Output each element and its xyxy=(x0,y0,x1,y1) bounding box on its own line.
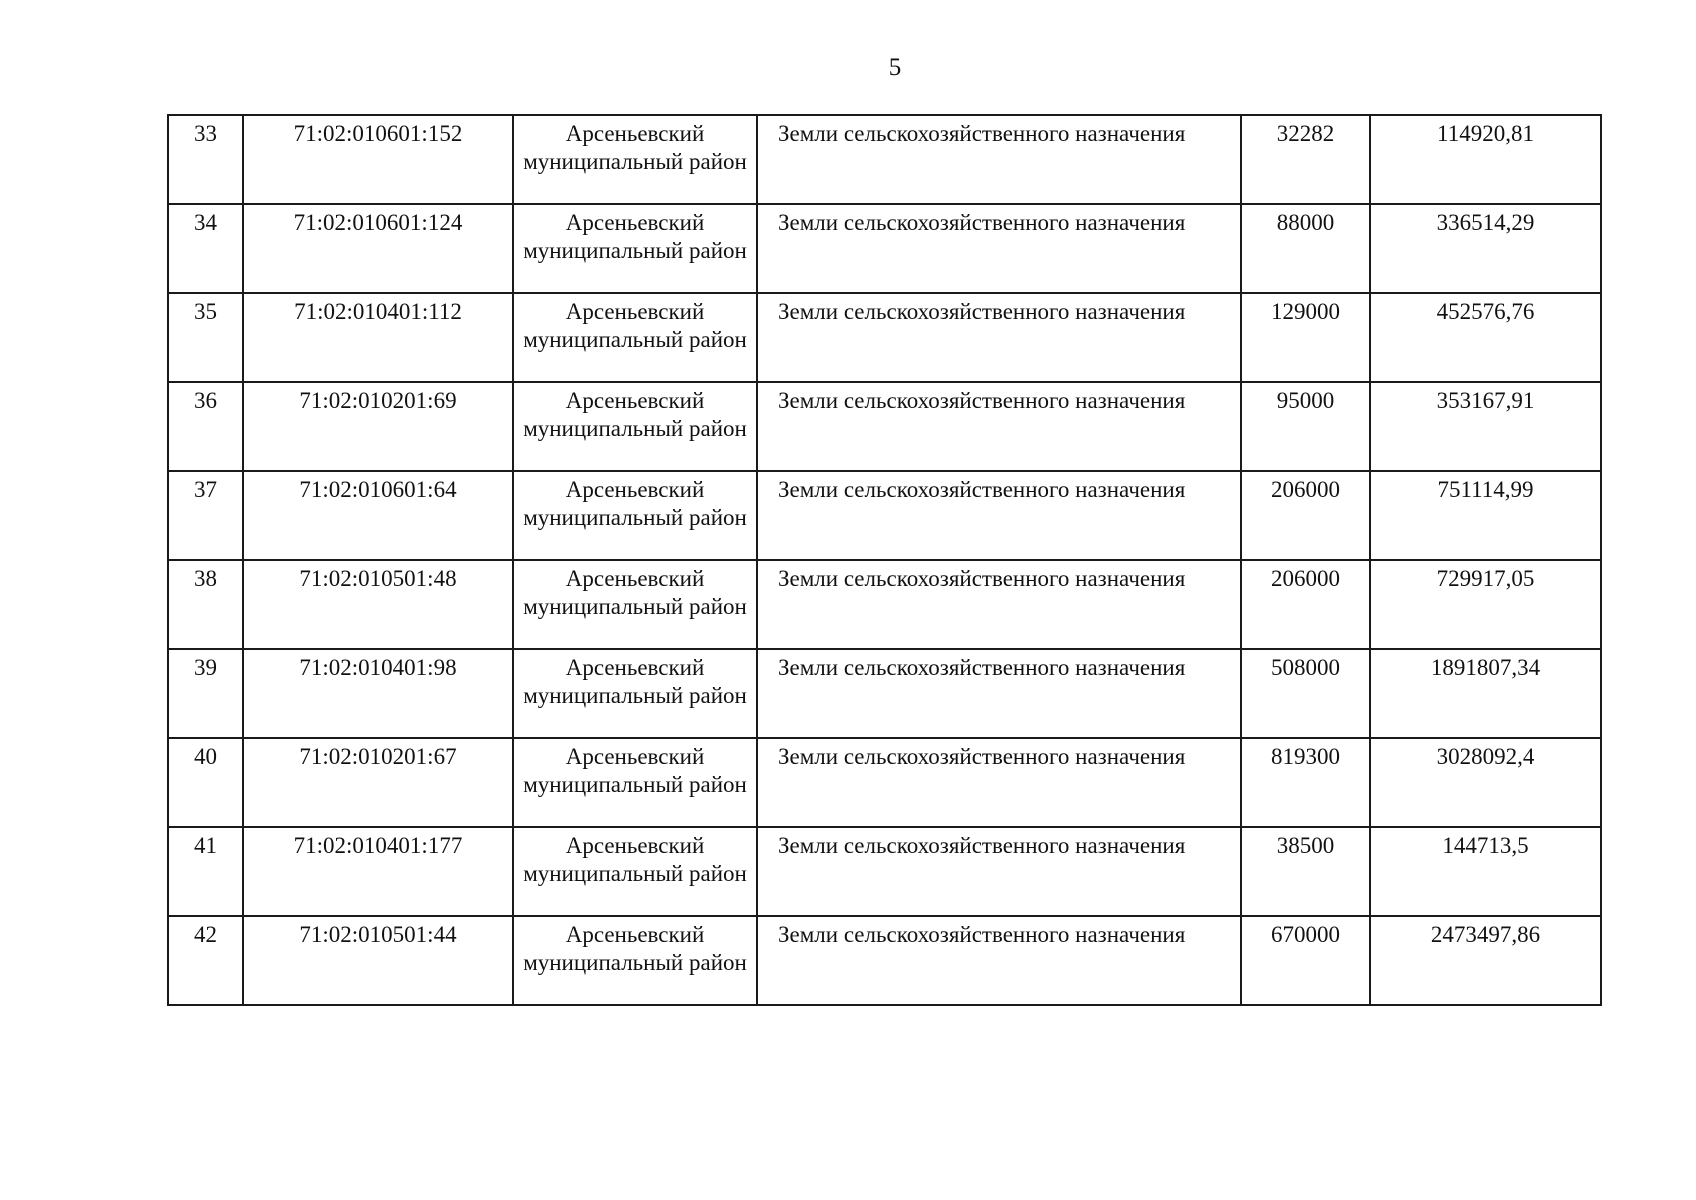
page-number: 5 xyxy=(888,54,902,81)
table-row xyxy=(168,560,1601,649)
row-number-cell: 36 xyxy=(168,382,243,471)
cadastral-value-cell: 336514,29 xyxy=(1370,204,1601,293)
district-cell: Арсеньевский муниципальный район xyxy=(513,204,757,293)
cadastral-value-cell: 2473497,86 xyxy=(1370,916,1601,1005)
table-row xyxy=(168,115,1601,204)
row-number-cell: 42 xyxy=(168,916,243,1005)
area-cell: 32282 xyxy=(1241,115,1370,204)
row-number-cell: 34 xyxy=(168,204,243,293)
table-row xyxy=(168,738,1601,827)
cadastral-number-cell: 71:02:010201:69 xyxy=(243,382,513,471)
area-cell: 670000 xyxy=(1241,916,1370,1005)
cadastral-value-cell: 452576,76 xyxy=(1370,293,1601,382)
cadastral-number-cell: 71:02:010501:44 xyxy=(243,916,513,1005)
area-cell: 88000 xyxy=(1241,204,1370,293)
cadastral-number-cell: 71:02:010401:98 xyxy=(243,649,513,738)
table-row xyxy=(168,827,1601,916)
cadastral-value-cell: 353167,91 xyxy=(1370,382,1601,471)
table-body xyxy=(168,115,1601,1005)
land-category-cell: Земли сельскохозяйственного назначения xyxy=(757,293,1241,382)
cadastral-number-cell: 71:02:010601:64 xyxy=(243,471,513,560)
cadastral-value-cell: 3028092,4 xyxy=(1370,738,1601,827)
district-cell: Арсеньевский муниципальный район xyxy=(513,738,757,827)
row-number-cell: 33 xyxy=(168,115,243,204)
land-category-cell: Земли сельскохозяйственного назначения xyxy=(757,649,1241,738)
row-number-cell: 41 xyxy=(168,827,243,916)
row-number-cell: 39 xyxy=(168,649,243,738)
district-cell: Арсеньевский муниципальный район xyxy=(513,916,757,1005)
row-number-cell: 35 xyxy=(168,293,243,382)
cadastral-value-cell: 729917,05 xyxy=(1370,560,1601,649)
area-cell: 206000 xyxy=(1241,560,1370,649)
cadastral-value-cell: 144713,5 xyxy=(1370,827,1601,916)
cadastral-number-cell: 71:02:010601:124 xyxy=(243,204,513,293)
district-cell: Арсеньевский муниципальный район xyxy=(513,115,757,204)
district-cell: Арсеньевский муниципальный район xyxy=(513,382,757,471)
area-cell: 38500 xyxy=(1241,827,1370,916)
row-number-cell: 40 xyxy=(168,738,243,827)
area-cell: 819300 xyxy=(1241,738,1370,827)
district-cell: Арсеньевский муниципальный район xyxy=(513,471,757,560)
land-category-cell: Земли сельскохозяйственного назначения xyxy=(757,738,1241,827)
table-row xyxy=(168,293,1601,382)
table-row xyxy=(168,649,1601,738)
cadastral-number-cell: 71:02:010501:48 xyxy=(243,560,513,649)
table-row xyxy=(168,204,1601,293)
land-category-cell: Земли сельскохозяйственного назначения xyxy=(757,382,1241,471)
area-cell: 206000 xyxy=(1241,471,1370,560)
area-cell: 129000 xyxy=(1241,293,1370,382)
cadastral-value-cell: 751114,99 xyxy=(1370,471,1601,560)
cadastral-number-cell: 71:02:010601:152 xyxy=(243,115,513,204)
district-cell: Арсеньевский муниципальный район xyxy=(513,293,757,382)
land-category-cell: Земли сельскохозяйственного назначения xyxy=(757,827,1241,916)
district-cell: Арсеньевский муниципальный район xyxy=(513,827,757,916)
cadastral-number-cell: 71:02:010401:112 xyxy=(243,293,513,382)
cadastral-number-cell: 71:02:010401:177 xyxy=(243,827,513,916)
land-category-cell: Земли сельскохозяйственного назначения xyxy=(757,471,1241,560)
cadastral-number-cell: 71:02:010201:67 xyxy=(243,738,513,827)
land-category-cell: Земли сельскохозяйственного назначения xyxy=(757,115,1241,204)
land-category-cell: Земли сельскохозяйственного назначения xyxy=(757,204,1241,293)
land-category-cell: Земли сельскохозяйственного назначения xyxy=(757,916,1241,1005)
table-row xyxy=(168,471,1601,560)
land-category-cell: Земли сельскохозяйственного назначения xyxy=(757,560,1241,649)
table-row xyxy=(168,382,1601,471)
cadastral-value-cell: 114920,81 xyxy=(1370,115,1601,204)
land-plots-table xyxy=(167,114,1602,1006)
cadastral-value-cell: 1891807,34 xyxy=(1370,649,1601,738)
area-cell: 95000 xyxy=(1241,382,1370,471)
row-number-cell: 38 xyxy=(168,560,243,649)
district-cell: Арсеньевский муниципальный район xyxy=(513,560,757,649)
row-number-cell: 37 xyxy=(168,471,243,560)
district-cell: Арсеньевский муниципальный район xyxy=(513,649,757,738)
area-cell: 508000 xyxy=(1241,649,1370,738)
table-row xyxy=(168,916,1601,1005)
